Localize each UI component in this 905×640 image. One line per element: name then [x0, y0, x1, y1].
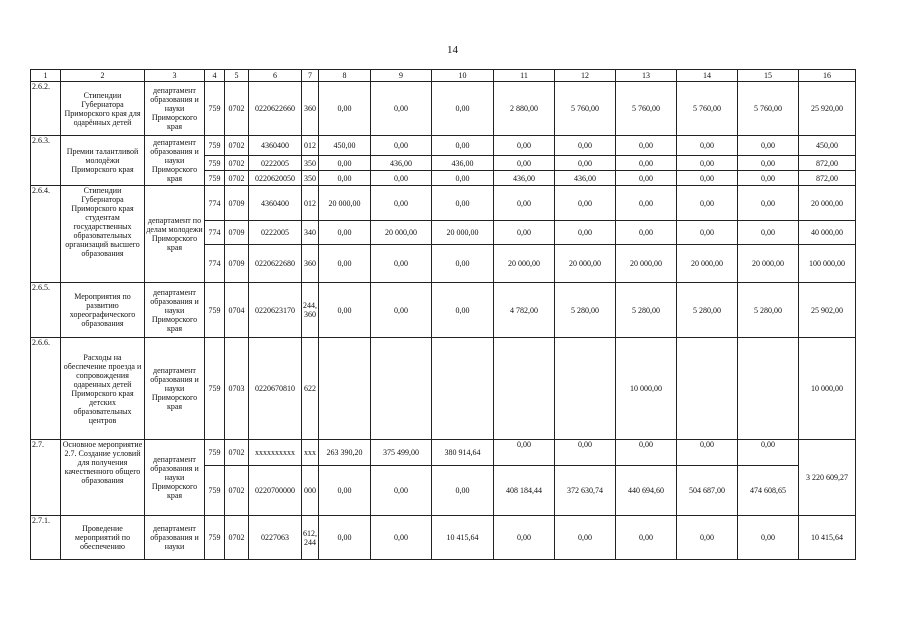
cell	[432, 338, 494, 440]
cell: 0220623170	[249, 283, 302, 338]
cell: 474 608,65	[738, 466, 799, 516]
cell: 0,00	[494, 516, 555, 560]
cell: 0,00	[677, 516, 738, 560]
measure-name: Основное мероприятие 2.7. Создание условий для получения качественного общего образования	[61, 440, 145, 516]
cell: 4 782,00	[494, 283, 555, 338]
cell: 436,00	[432, 156, 494, 171]
measure-name: Стипендии Губернатора Приморского края для одарённых детей	[61, 82, 145, 136]
cell: 759	[205, 338, 225, 440]
cell: 0222005	[249, 221, 302, 245]
cell: 10 000,00	[799, 338, 856, 440]
cell: 0,00	[616, 136, 677, 156]
row-number: 2.7.	[31, 440, 61, 516]
cell: 0,00	[371, 466, 432, 516]
cell: 000	[302, 466, 319, 516]
cell: 2 880,00	[494, 82, 555, 136]
cell: 5 760,00	[738, 82, 799, 136]
cell: 0,00	[616, 440, 677, 466]
measure-name: Проведение мероприятий по обеспечению	[61, 516, 145, 560]
cell: 0,00	[677, 186, 738, 221]
cell: 0,00	[555, 136, 616, 156]
cell	[319, 338, 371, 440]
cell: 774	[205, 186, 225, 221]
cell: 0,00	[432, 466, 494, 516]
cell: 5 760,00	[555, 82, 616, 136]
table-row	[31, 338, 856, 440]
cell: 0,00	[319, 283, 371, 338]
cell: 759	[205, 440, 225, 466]
cell: 0,00	[432, 136, 494, 156]
cell: 0,00	[432, 82, 494, 136]
cell: 0,00	[494, 440, 555, 466]
department: департамент образования и науки Приморского края	[145, 440, 205, 516]
cell: 012	[302, 186, 319, 221]
measure-name: Расходы на обеспечение проезда и сопровождения одаренных детей Приморского края детских образовательных центров	[61, 338, 145, 440]
row-number: 2.7.1.	[31, 516, 61, 560]
header-cell: 7	[302, 70, 319, 82]
cell: 0,00	[371, 136, 432, 156]
cell: 0,00	[432, 245, 494, 283]
header-cell: 15	[738, 70, 799, 82]
cell: 0,00	[738, 156, 799, 171]
page-number: 14	[447, 44, 458, 56]
department: департамент образования и науки Приморского края	[145, 82, 205, 136]
row-number: 2.6.2.	[31, 82, 61, 136]
cell: 0,00	[677, 440, 738, 466]
department: департамент образования и науки	[145, 516, 205, 560]
cell: 0227063	[249, 516, 302, 560]
cell: 0,00	[371, 82, 432, 136]
cell: 436,00	[555, 171, 616, 186]
cell: 0,00	[319, 466, 371, 516]
cell: 759	[205, 171, 225, 186]
cell: 25 920,00	[799, 82, 856, 136]
cell: 20 000,00	[555, 245, 616, 283]
cell: xxx	[302, 440, 319, 466]
cell: 0702	[225, 171, 249, 186]
table-row	[31, 136, 856, 156]
measure-name: Премии талантливой молодёжи Приморского края	[61, 136, 145, 186]
cell: 5 280,00	[555, 283, 616, 338]
cell: 436,00	[371, 156, 432, 171]
cell: 10 415,64	[799, 516, 856, 560]
table-row	[31, 283, 856, 338]
header-cell: 12	[555, 70, 616, 82]
cell: 20 000,00	[738, 245, 799, 283]
cell: 774	[205, 245, 225, 283]
cell: 622	[302, 338, 319, 440]
cell: 20 000,00	[432, 221, 494, 245]
department: департамент образования и науки Приморского края	[145, 338, 205, 440]
cell: 0,00	[494, 186, 555, 221]
cell: 0,00	[371, 186, 432, 221]
cell: 0,00	[738, 440, 799, 466]
cell: 504 687,00	[677, 466, 738, 516]
cell: 0702	[225, 440, 249, 466]
cell: 0703	[225, 338, 249, 440]
cell: 263 390,20	[319, 440, 371, 466]
cell: 759	[205, 82, 225, 136]
total-cell: 3 220 609,27	[799, 440, 856, 516]
header-cell: 4	[205, 70, 225, 82]
table-row	[31, 82, 856, 136]
cell	[738, 338, 799, 440]
row-number: 2.6.6.	[31, 338, 61, 440]
cell: 380 914,64	[432, 440, 494, 466]
cell: 0,00	[738, 221, 799, 245]
cell: 450,00	[799, 136, 856, 156]
cell	[494, 338, 555, 440]
cell: 350	[302, 156, 319, 171]
cell: 774	[205, 221, 225, 245]
department: департамент образования и науки Приморского края	[145, 136, 205, 186]
measure-name: Стипендии Губернатора Приморского края студентам государственных образовательных организаций высшего образования	[61, 186, 145, 283]
header-cell: 5	[225, 70, 249, 82]
cell: 0,00	[677, 156, 738, 171]
cell: 375 499,00	[371, 440, 432, 466]
cell: 5 280,00	[677, 283, 738, 338]
cell: 0,00	[371, 516, 432, 560]
cell: 0,00	[371, 283, 432, 338]
cell: 0220622660	[249, 82, 302, 136]
cell: 0,00	[371, 171, 432, 186]
cell	[555, 338, 616, 440]
cell: 4360400	[249, 136, 302, 156]
cell: 0,00	[677, 136, 738, 156]
cell: 0,00	[319, 156, 371, 171]
cell: 25 902,00	[799, 283, 856, 338]
cell: 436,00	[494, 171, 555, 186]
cell: 0,00	[555, 221, 616, 245]
cell: 372 630,74	[555, 466, 616, 516]
cell: 5 760,00	[616, 82, 677, 136]
cell: 872,00	[799, 156, 856, 171]
header-cell: 10	[432, 70, 494, 82]
cell: 0222005	[249, 156, 302, 171]
cell: 408 184,44	[494, 466, 555, 516]
cell: 0,00	[555, 516, 616, 560]
cell: 20 000,00	[616, 245, 677, 283]
table-row	[31, 186, 856, 221]
header-cell: 13	[616, 70, 677, 82]
header-cell: 9	[371, 70, 432, 82]
cell: 0709	[225, 245, 249, 283]
department: департамент по делам молодежи Приморского края	[145, 186, 205, 283]
cell: 759	[205, 283, 225, 338]
header-cell: 11	[494, 70, 555, 82]
cell: 0,00	[616, 221, 677, 245]
cell: 0,00	[319, 171, 371, 186]
cell: 759	[205, 156, 225, 171]
cell: 759	[205, 516, 225, 560]
header-cell: 6	[249, 70, 302, 82]
cell: 10 000,00	[616, 338, 677, 440]
cell: 0709	[225, 186, 249, 221]
cell: 0,00	[494, 136, 555, 156]
cell: 5 760,00	[677, 82, 738, 136]
cell: 0,00	[677, 221, 738, 245]
cell: 0,00	[371, 245, 432, 283]
cell: 0,00	[494, 156, 555, 171]
cell: 0702	[225, 466, 249, 516]
cell: 40 000,00	[799, 221, 856, 245]
cell: 340	[302, 221, 319, 245]
cell: 0220700000	[249, 466, 302, 516]
cell: 0,00	[432, 283, 494, 338]
cell: 440 694,60	[616, 466, 677, 516]
cell: 0,00	[555, 440, 616, 466]
cell: 5 280,00	[738, 283, 799, 338]
cell: 0220622680	[249, 245, 302, 283]
department: департамент образования и науки Приморского края	[145, 283, 205, 338]
cell: 0,00	[494, 221, 555, 245]
cell: 0702	[225, 156, 249, 171]
cell: 0702	[225, 136, 249, 156]
cell: 100 000,00	[799, 245, 856, 283]
table-row	[31, 516, 856, 560]
cell: 0,00	[432, 171, 494, 186]
header-cell: 14	[677, 70, 738, 82]
header-cell: 2	[61, 70, 145, 82]
row-number: 2.6.4.	[31, 186, 61, 283]
cell: xxxxxxxxxx	[249, 440, 302, 466]
cell: 0,00	[319, 516, 371, 560]
cell: 20 000,00	[319, 186, 371, 221]
header-cell: 16	[799, 70, 856, 82]
cell: 244, 360	[302, 283, 319, 338]
cell: 20 000,00	[799, 186, 856, 221]
cell: 0220670810	[249, 338, 302, 440]
cell: 0702	[225, 82, 249, 136]
cell: 0,00	[616, 171, 677, 186]
cell: 0220620050	[249, 171, 302, 186]
table-row	[31, 440, 856, 466]
cell: 20 000,00	[371, 221, 432, 245]
cell: 612, 244	[302, 516, 319, 560]
header-cell: 1	[31, 70, 61, 82]
cell: 350	[302, 171, 319, 186]
cell: 0,00	[616, 516, 677, 560]
cell: 20 000,00	[494, 245, 555, 283]
cell: 0,00	[319, 245, 371, 283]
cell: 10 415,64	[432, 516, 494, 560]
cell: 012	[302, 136, 319, 156]
cell: 0,00	[738, 171, 799, 186]
cell: 450,00	[319, 136, 371, 156]
cell: 0,00	[738, 516, 799, 560]
measure-name: Мероприятия по развитию хореографического образования	[61, 283, 145, 338]
cell: 0702	[225, 516, 249, 560]
cell: 0,00	[319, 221, 371, 245]
cell: 360	[302, 245, 319, 283]
cell	[677, 338, 738, 440]
cell: 0,00	[555, 186, 616, 221]
cell: 20 000,00	[677, 245, 738, 283]
cell: 360	[302, 82, 319, 136]
cell: 0,00	[555, 156, 616, 171]
row-number: 2.6.3.	[31, 136, 61, 186]
cell: 5 280,00	[616, 283, 677, 338]
row-number: 2.6.5.	[31, 283, 61, 338]
budget-table	[30, 69, 856, 560]
cell: 0,00	[738, 186, 799, 221]
cell: 0,00	[677, 171, 738, 186]
cell: 0,00	[319, 82, 371, 136]
header-cell: 8	[319, 70, 371, 82]
cell: 0,00	[738, 136, 799, 156]
cell: 759	[205, 136, 225, 156]
cell: 0,00	[616, 186, 677, 221]
cell: 0704	[225, 283, 249, 338]
cell: 872,00	[799, 171, 856, 186]
cell	[371, 338, 432, 440]
cell: 0,00	[432, 186, 494, 221]
header-row	[31, 70, 856, 82]
header-cell: 3	[145, 70, 205, 82]
cell: 0709	[225, 221, 249, 245]
cell: 4360400	[249, 186, 302, 221]
cell: 0,00	[616, 156, 677, 171]
cell: 759	[205, 466, 225, 516]
